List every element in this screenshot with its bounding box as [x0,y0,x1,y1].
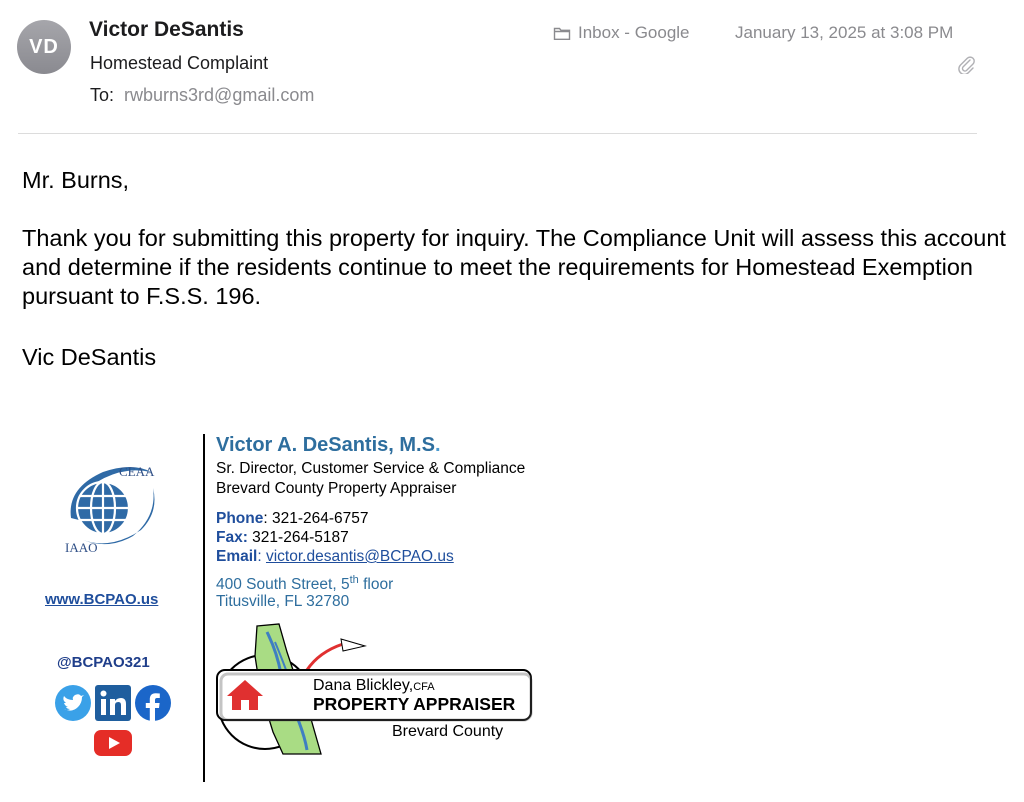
to-label: To: [90,85,115,105]
signature-name: Victor A. DeSantis, M.S. [216,434,441,456]
linkedin-icon[interactable] [94,684,132,722]
signature-org: Brevard County Property Appraiser [216,480,457,497]
youtube-icon[interactable] [93,728,133,763]
signature-email: Email: victor.desantis@BCPAO.us [216,548,454,565]
svg-text:IAAO: IAAO [65,540,98,555]
header-divider [18,133,977,134]
attachment-icon[interactable] [957,54,975,79]
message-subject: Homestead Complaint [90,53,269,73]
mailbox-indicator[interactable] [553,23,690,43]
mailbox-name: Inbox - Google [578,23,690,42]
signoff: Vic DeSantis [22,344,157,370]
svg-text:CEAA: CEAA [119,464,155,479]
signature-title: Sr. Director, Customer Service & Compliance [216,460,526,477]
folder-icon [553,26,571,41]
ceaa-iaao-logo [63,458,159,563]
social-handle: @BCPAO321 [57,654,150,671]
signature-address-line1: 400 South Street, 5th floor [216,574,394,594]
recipient-line [90,85,314,106]
website-link[interactable]: www.BCPAO.us [45,591,159,608]
property-appraiser-logo [215,622,535,762]
sender-name[interactable]: Victor DeSantis [89,18,244,41]
email-link[interactable]: victor.desantis@BCPAO.us [265,548,454,565]
signature-phone: Phone: 321-264-6757 [216,510,369,527]
message-header [0,0,1024,140]
twitter-icon[interactable] [54,684,92,722]
recipient-address[interactable]: rwburns3rd@gmail.com [124,85,315,105]
svg-text:PROPERTY APPRAISER: PROPERTY APPRAISER [313,694,516,714]
message-date: January 13, 2025 at 3:08 PM [735,23,954,42]
svg-text:Brevard County: Brevard County [392,723,504,740]
facebook-icon[interactable] [134,684,172,722]
sender-avatar[interactable]: VD [17,20,71,74]
greeting: Mr. Burns, [22,167,130,193]
signature-address-line2: Titusville, FL 32780 [216,593,350,610]
social-icons [54,684,172,722]
signature-fax: Fax: 321-264-5187 [216,529,349,546]
svg-text:Dana Blickley,CFA: Dana Blickley,CFA [313,677,435,694]
signature-divider [203,434,205,782]
body-paragraph: Thank you for submitting this property for inquiry. The Compliance Unit will assess this account and determine if the residents continue to meet the requirements for Homestead Exemption pursuant to F.S.S. 196. [22,225,1006,309]
